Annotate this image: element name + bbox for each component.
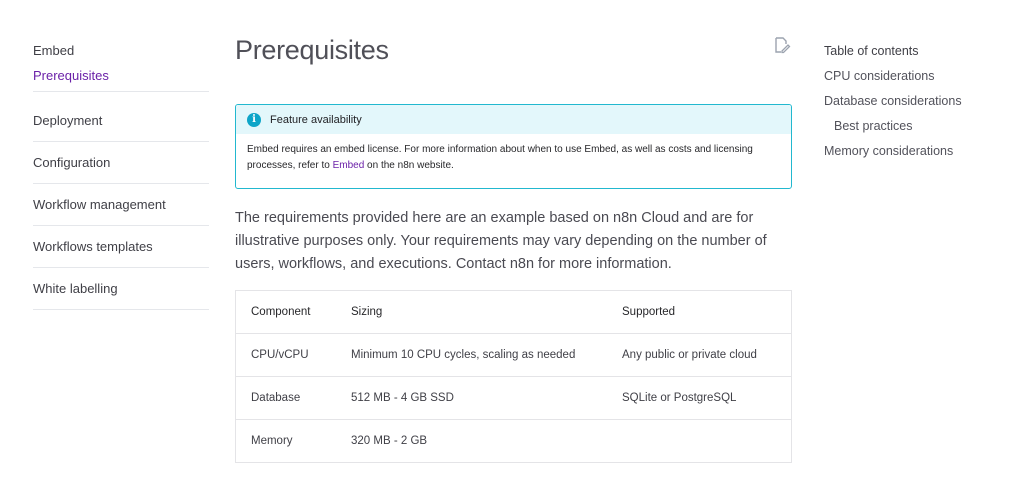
toc-item-cpu-considerations[interactable]: CPU considerations [824,69,935,83]
table-cell: Database [236,376,336,419]
admonition-text-suffix: on the n8n website. [364,160,454,171]
table-header-row [236,291,791,333]
main-content [235,30,792,463]
admonition-body [236,134,791,174]
table-row [236,419,791,462]
table-of-contents [824,42,1014,160]
intro-paragraph: The requirements provided here are an example based on n8n Cloud and are for illustrative purposes only. Your requirements may vary depending on the number of users, workflows, and executions. Contact n8n for more information. [235,210,767,272]
nav-section-title[interactable]: Embed [33,43,75,58]
nav-item-prerequisites[interactable]: Prerequisites [33,67,209,92]
admonition-title: Feature availability [270,113,362,126]
toc-title: Table of contents [824,44,919,58]
table-cell: Memory [251,434,293,447]
admonition-text-prefix: Embed requires an embed license. For more information about when to use Embed, as well as costs and licensing processes, refer to [247,144,753,171]
nav-item-workflows-templates[interactable]: Workflows templates [33,226,209,268]
left-sidebar-nav [33,42,209,310]
table-row [236,333,791,376]
table-cell: SQLite or PostgreSQL [607,376,791,419]
info-icon: i [247,113,261,127]
nav-item-white-labelling[interactable]: White labelling [33,268,209,310]
nav-item-configuration[interactable]: Configuration [33,142,209,184]
nav-item-workflow-management[interactable]: Workflow management [33,184,209,226]
table-row [236,376,791,419]
table-cell: 512 MB - 4 GB SSD [336,376,607,419]
edit-page-icon[interactable] [773,36,791,54]
table-cell: Minimum 10 CPU cycles, scaling as needed [336,333,607,376]
toc-item-database-considerations[interactable]: Database considerations [824,94,962,108]
column-header-component: Component [236,291,336,333]
toc-item-memory-considerations[interactable]: Memory considerations [824,144,954,158]
nav-item-deployment[interactable]: Deployment [33,100,209,142]
feature-availability-admonition [235,104,792,189]
embed-link[interactable]: Embed [332,160,365,171]
column-header-supported: Supported [607,291,791,333]
toc-item-best-practices[interactable]: Best practices [834,119,913,133]
admonition-header [236,105,791,134]
table-cell: Any public or private cloud [607,333,791,376]
table-cell [607,419,791,462]
nav-list [33,100,209,310]
page-title: Prerequisites [235,35,389,65]
requirements-table [235,290,792,463]
column-header-sizing: Sizing [336,291,607,333]
table-cell: CPU/vCPU [236,333,336,376]
table-cell: 320 MB - 2 GB [351,434,428,447]
